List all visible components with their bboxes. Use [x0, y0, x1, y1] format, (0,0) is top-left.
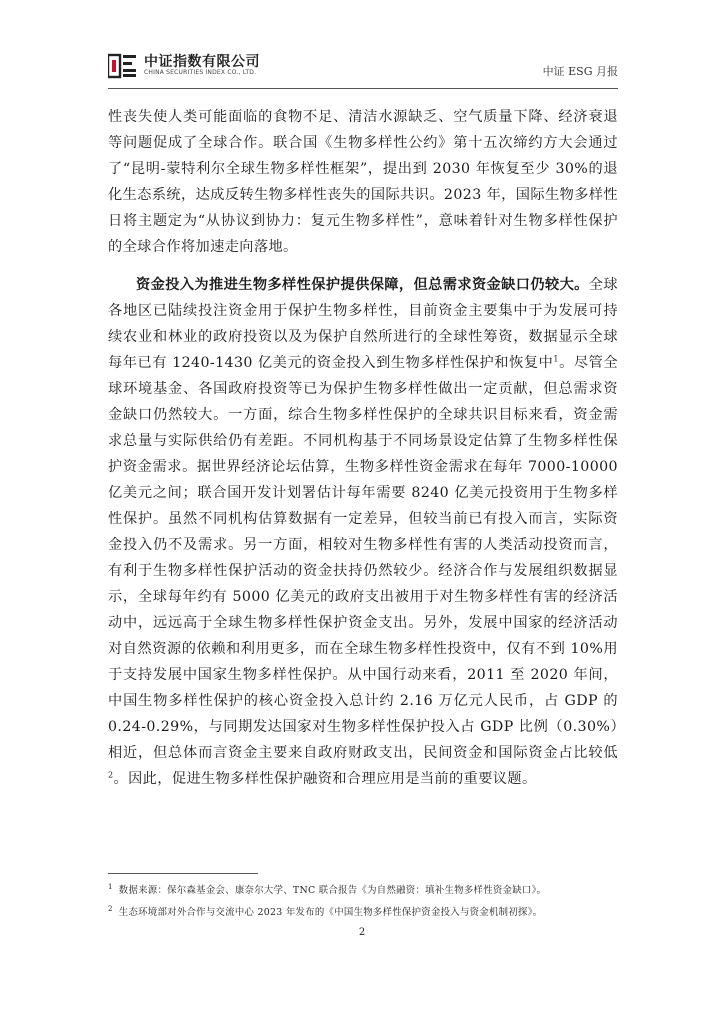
- main-content: [108, 104, 618, 792]
- paragraph-2: [108, 272, 618, 792]
- footnotes: [108, 880, 618, 924]
- report-title: 中证 ESG 月报: [542, 65, 618, 78]
- footnote-ref-1[interactable]: 1: [553, 354, 559, 364]
- footnote-number: 2: [108, 904, 113, 913]
- csi-logo-icon: [108, 53, 138, 79]
- paragraph-1: 性丧失使人类可能面临的食物不足、清洁水源缺乏、空气质量下降、经济衰退等问题促成了全球合作。联合国《生物多样性公约》第十五次缔约方大会通过了“昆明-蒙特利尔全球生物多样性框架”，提出到 2030 年恢复至少 30%的退化生态系统，达成反转生物多样性丧失的国际共识。2023 年，国际生物多样性日将主题定为“从协议到协力：复元生物多样性”，意味着针对生物多样性保护的全球合作将加速走向落地。: [108, 109, 618, 255]
- footnote-text: 生态环境部对外合作与交流中心 2023 年发布的《中国生物多样性保护资金投入与资金机制初探》。: [118, 907, 543, 918]
- header-divider: [108, 88, 618, 89]
- footnote-divider: [108, 873, 258, 874]
- page-number: 2: [358, 927, 366, 938]
- paragraph-2-text-a: 全球各地区已陆续投注资金用于保护生物多样性，目前资金主要集中于为发展可持续农业和林业的政府投资以及为保护自然所进行的全球性筹资，数据显示全球每年已有 1240-1430 亿美元的资金投入到生物多样性保护和恢复中: [108, 277, 618, 371]
- logo-english-name: CHINA SECURITIES INDEX CO., LTD.: [144, 69, 257, 76]
- footnote-number: 1: [108, 882, 113, 891]
- paragraph-2-text-b: 。尽管全球环境基金、各国政府投资等已为保护生物多样性做出一定贡献，但总需求资金缺口仍然较大。一方面，综合生物多样性保护的全球共识目标来看，资金需求总量与实际供给仍有差距。不同机构基于不同场景设定估算了生物多样性保护资金需求。据世界经济论坛估算，生物多样性资金需求在每年 7000-10000 亿美元之间；联合国开发计划署估计每年需要 8240 亿美元投资用于生物多样性保护。虽然不同机构估算数据有一定差异，但较当前已有投入而言，实际资金投入仍不及需求。另一方面，相较对生物多样性有害的人类活动投资而言，有利于生物多样性保护活动的资金扶持仍然较少。经济合作与发展组织数据显示，全球每年约有 5000 亿美元的政府支出被用于对生物多样性有害的经济活动中，远远高于全球生物多样性保护资金支出。另外，发展中国家的经济活动对自然资源的依赖和利用更多，而在全球生物多样性投资中，仅有不到 10%用于支持发展中国家生物多样性保护。从中国行动来看，2011 至 2020 年间，中国生物多样性保护的核心资金投入总计约 2.16 万亿元人民币，占 GDP 的 0.24-0.29%，与同期发达国家对生物多样性保护投入占 GDP 比例（0.30%）相近，但总体而言资金主要来自政府财政支出，民间资金和国际资金占比较低: [108, 355, 618, 761]
- footnote-ref-2[interactable]: 2: [108, 770, 114, 780]
- paragraph-2-lead: 资金投入为推进生物多样性保护提供保障，但总需求资金缺口仍较大。: [136, 277, 589, 293]
- logo-chinese-name: 中证指数有限公司: [144, 54, 260, 70]
- footnote-text: 数据来源：保尔森基金会、康奈尔大学、TNC 联合报告《为自然融资：填补生物多样性资金缺口》。: [118, 885, 547, 896]
- paragraph-2-text-c: 。因此，促进生物多样性保护融资和合理应用是当前的重要议题。: [113, 771, 537, 787]
- page-header: [108, 46, 618, 88]
- footnote-2: [108, 902, 618, 924]
- company-logo: [108, 50, 278, 80]
- footnote-1: [108, 880, 618, 902]
